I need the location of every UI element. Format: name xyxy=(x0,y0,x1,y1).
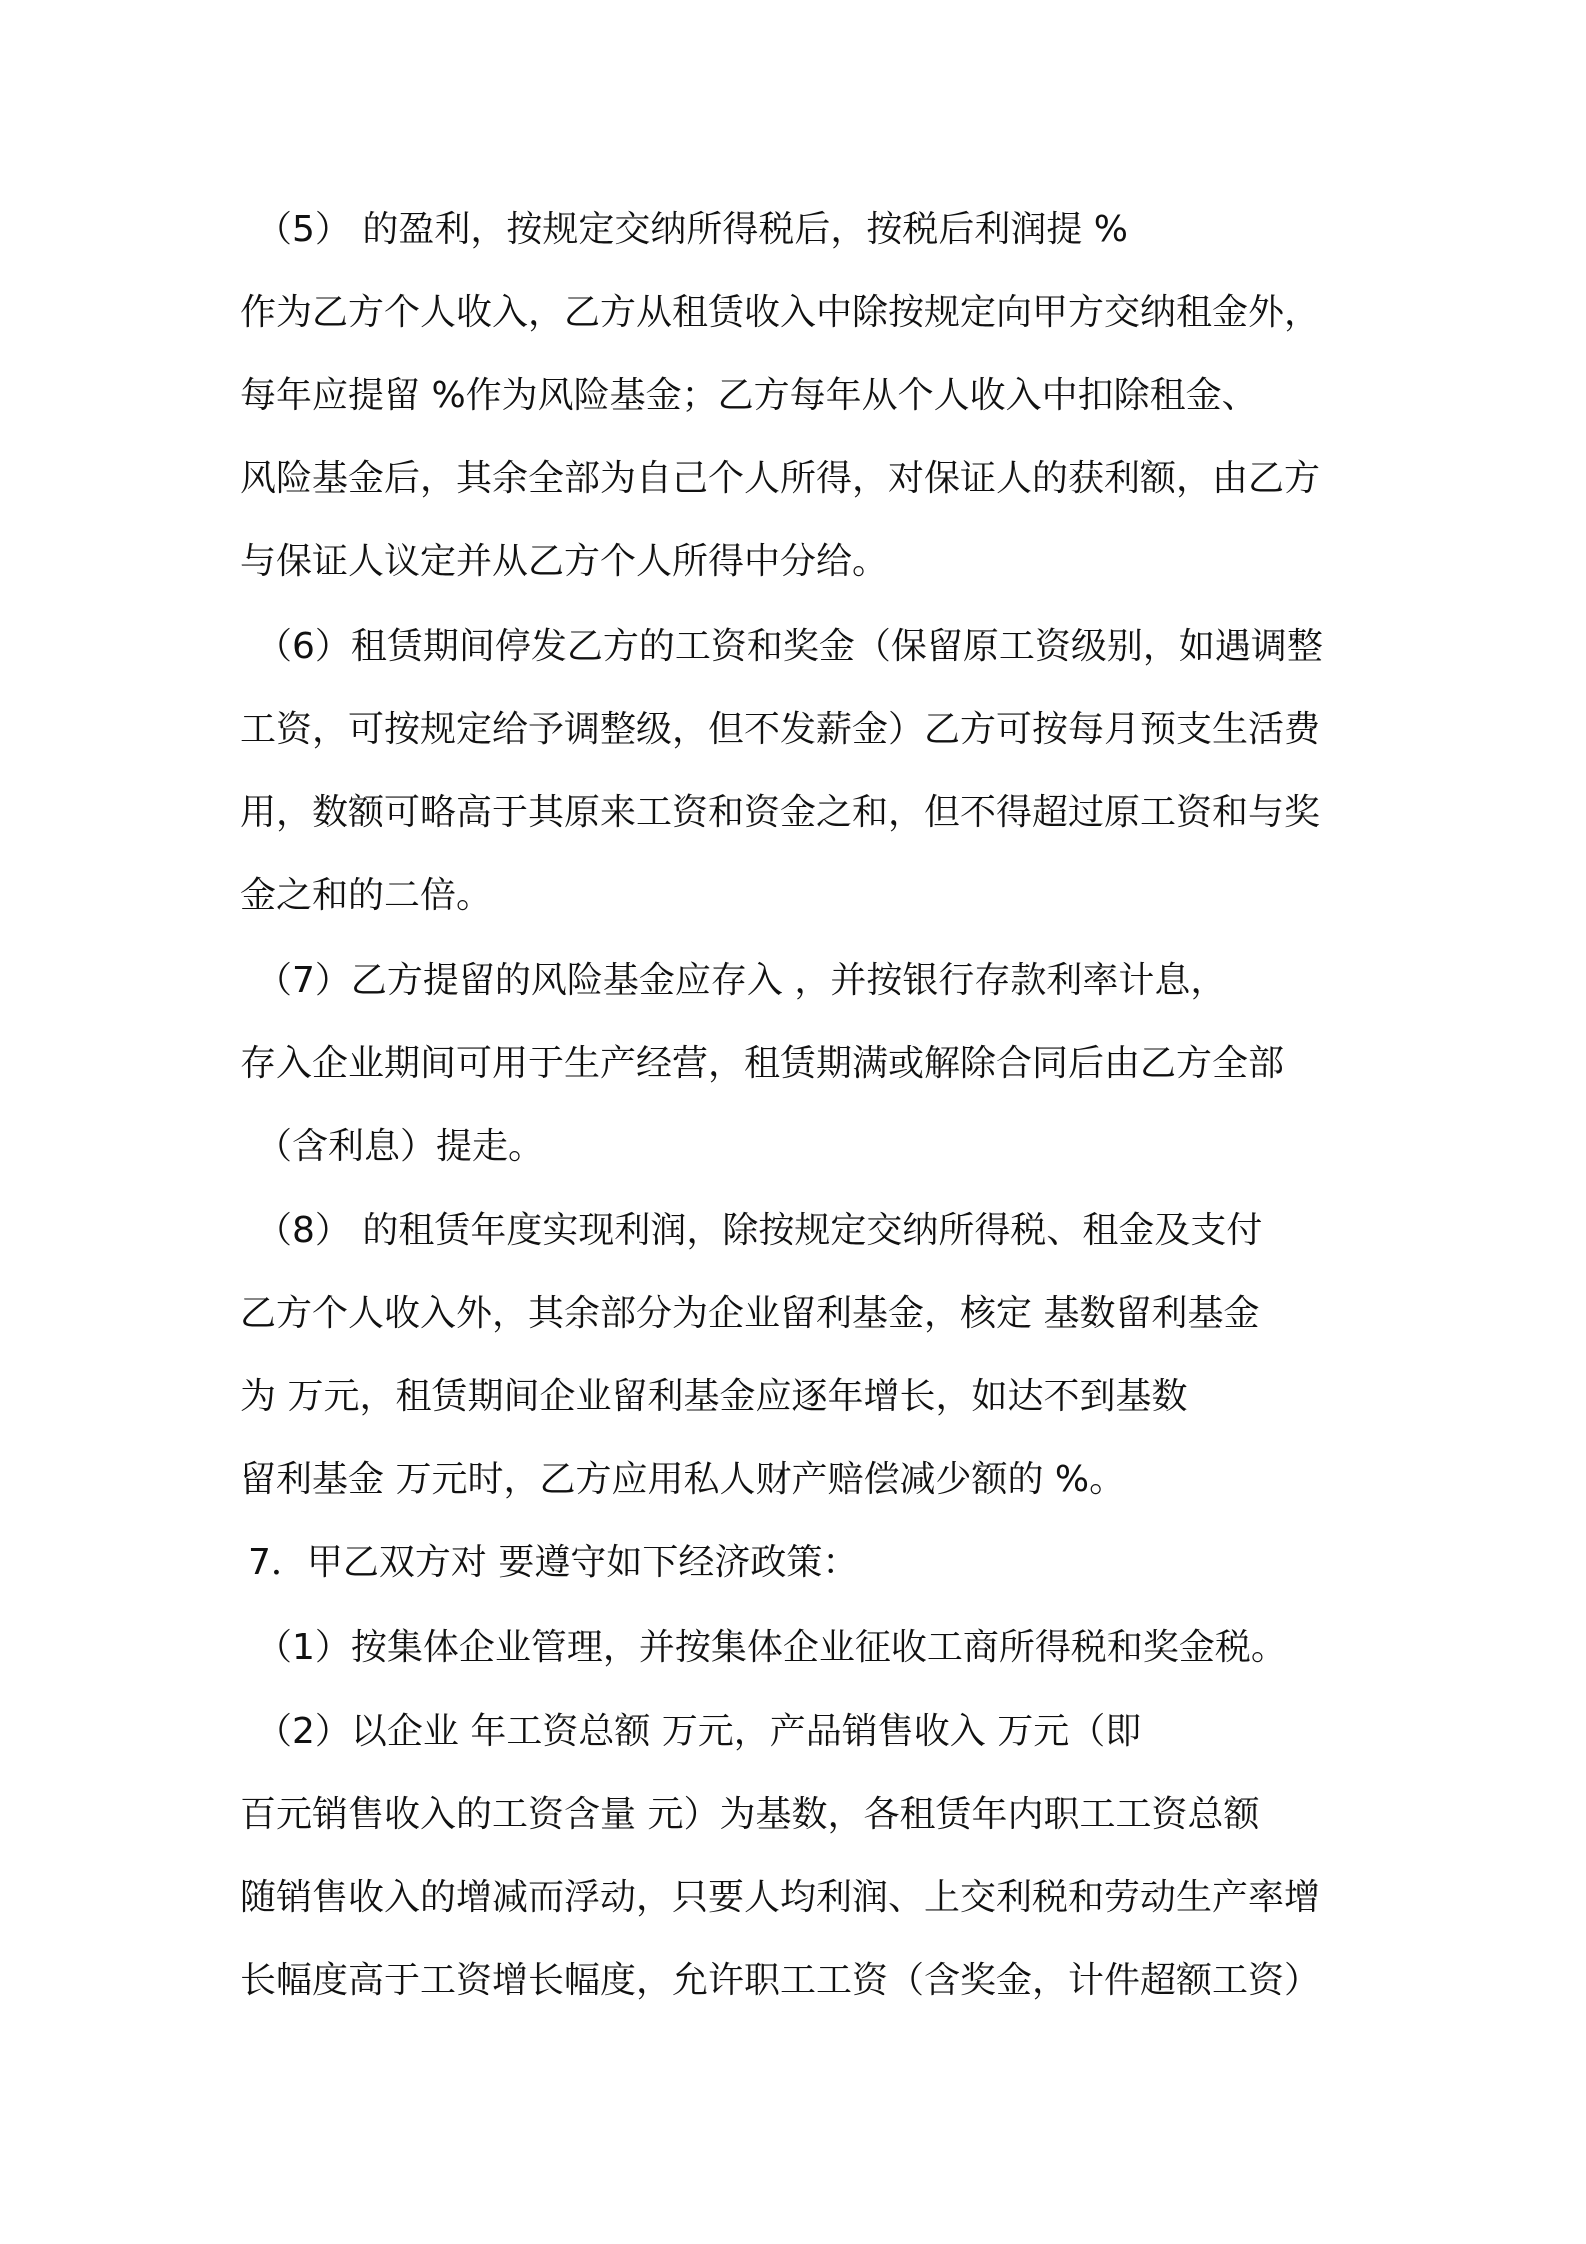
paragraph-5-line-5: 与保证人议定并从乙方个人所得中分给。 xyxy=(240,541,889,582)
section-7-heading: 7．甲乙双方对 要遵守如下经济政策： xyxy=(248,1542,859,1583)
paragraph-7-line-1: （7）乙方提留的风险基金应存入 ，并按银行存款利率计息， xyxy=(256,960,1227,1001)
paragraph-6-line-2: 工资，可按规定给予调整级，但不发薪金）乙方可按每月预支生活费 xyxy=(240,709,1321,750)
paragraph-5-line-2: 作为乙方个人收入，乙方从租赁收入中除按规定向甲方交纳租金外， xyxy=(240,292,1321,333)
paragraph-5-line-1: （5） 的盈利，按规定交纳所得税后，按税后利润提 % xyxy=(256,209,1128,250)
paragraph-5-line-3: 每年应提留 %作为风险基金；乙方每年从个人收入中扣除租金、 xyxy=(240,375,1258,416)
paragraph-8-line-3: 为 万元，租赁期间企业留利基金应逐年增长，如达不到基数 xyxy=(240,1376,1188,1417)
policy-2-line-2: 百元销售收入的工资含量 元）为基数，各租赁年内职工工资总额 xyxy=(240,1794,1260,1835)
paragraph-8-line-2: 乙方个人收入外，其余部分为企业留利基金，核定 基数留利基金 xyxy=(240,1293,1260,1334)
paragraph-5-line-4: 风险基金后，其余全部为自己个人所得，对保证人的获利额，由乙方 xyxy=(240,458,1321,499)
paragraph-6-line-4: 金之和的二倍。 xyxy=(240,875,493,916)
policy-2-line-1: （2）以企业 年工资总额 万元，产品销售收入 万元（即 xyxy=(256,1711,1142,1752)
policy-2-line-4: 长幅度高于工资增长幅度，允许职工工资（含奖金，计件超额工资） xyxy=(240,1960,1321,2001)
paragraph-8-line-4: 留利基金 万元时，乙方应用私人财产赔偿减少额的 %。 xyxy=(240,1459,1126,1500)
policy-1-line-1: （1）按集体企业管理，并按集体企业征收工商所得税和奖金税。 xyxy=(256,1627,1287,1668)
policy-2-line-3: 随销售收入的增减而浮动，只要人均利润、上交利税和劳动生产率增 xyxy=(240,1877,1321,1918)
paragraph-6-line-1: （6）租赁期间停发乙方的工资和奖金（保留原工资级别，如遇调整 xyxy=(256,626,1323,667)
paragraph-8-line-1: （8） 的租赁年度实现利润，除按规定交纳所得税、租金及支付 xyxy=(256,1210,1263,1251)
paragraph-7-line-2: 存入企业期间可用于生产经营，租赁期满或解除合同后由乙方全部 xyxy=(240,1043,1285,1084)
paragraph-6-line-3: 用，数额可略高于其原来工资和资金之和，但不得超过原工资和与奖 xyxy=(240,792,1321,833)
paragraph-7-line-3: （含利息）提走。 xyxy=(256,1126,545,1167)
